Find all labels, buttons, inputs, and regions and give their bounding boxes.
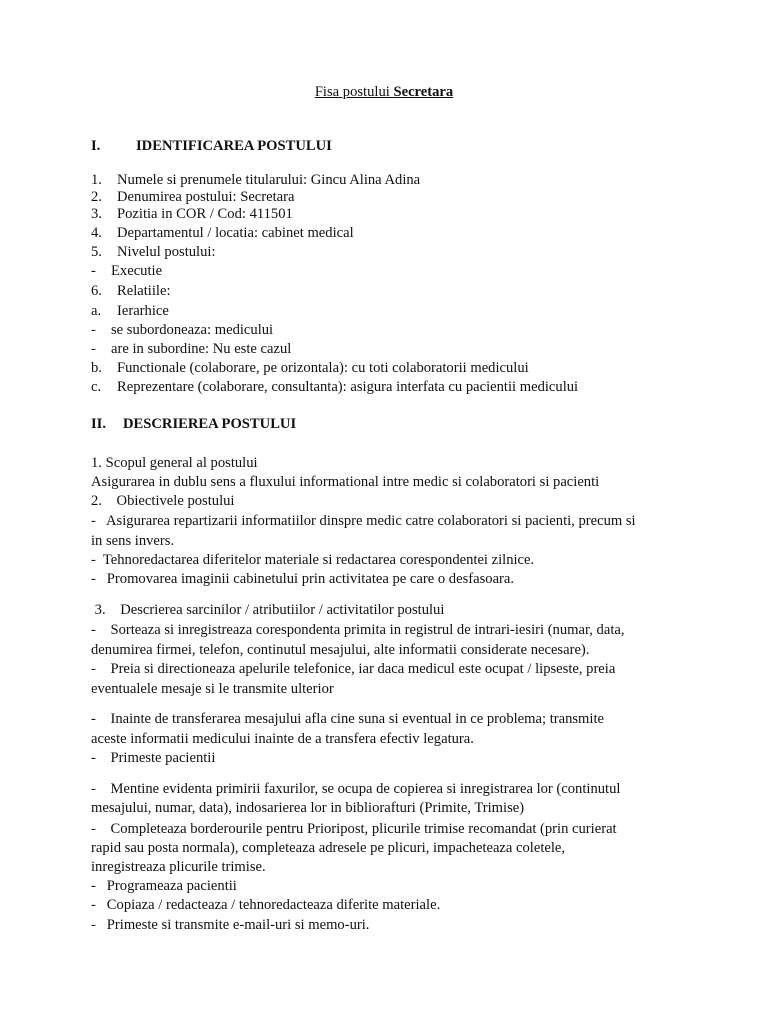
list-item-text: Pozitia in COR / Cod: 411501: [117, 206, 293, 222]
section-2-line: denumirea firmei, telefon, continutul mesajului, alte informatii considerate necesare).: [91, 642, 590, 658]
section-1-item: [91, 378, 681, 397]
section-2-line: rapid sau posta normala), completeaza adresele pe plicuri, impacheteaza coletele,: [91, 840, 566, 856]
section-1-number: I.: [91, 138, 101, 154]
list-marker: 1.: [91, 172, 102, 188]
list-marker: b.: [91, 360, 102, 376]
title-bold: Secretara: [393, 84, 454, 100]
section-2-line: - Preia si directioneaza apelurile telefonice, iar daca medicul este ocupat / lipseste, preia: [91, 661, 616, 677]
list-marker: 4.: [91, 225, 102, 241]
section-2-line: inregistreaza plicurile trimise.: [91, 859, 266, 875]
section-2-line: - Copiaza / redacteaza / tehnoredacteaza diferite materiale.: [91, 897, 441, 913]
list-item-text: Numele si prenumele titularului: Gincu Alina Adina: [117, 172, 421, 188]
section-1-item: [91, 302, 681, 321]
section-1-item: [91, 205, 681, 224]
section-2-line: - Sorteaza si inregistreaza corespondenta primita in registrul de intrari-iesiri (numar, data,: [91, 622, 625, 638]
section-2-line: aceste informatii medicului inainte de a transfera efectiv legatura.: [91, 731, 474, 747]
section-2-line: 1. Scopul general al postului: [91, 455, 258, 471]
section-2-line: - Asigurarea repartizarii informatiilor dinspre medic catre colaboratori si pacienti, precum si: [91, 513, 636, 529]
section-2-line: - Primeste pacientii: [91, 750, 216, 766]
section-2-line: - Mentine evidenta primirii faxurilor, se ocupa de copierea si inregistrarea lor (continutul: [91, 781, 621, 797]
list-marker: 5.: [91, 244, 102, 260]
list-marker: 6.: [91, 283, 102, 299]
section-2-line: - Promovarea imaginii cabinetului prin activitatea pe care o desfasoara.: [91, 571, 515, 587]
section-2-line: Asigurarea in dublu sens a fluxului informational intre medic si colaboratori si pacienti: [91, 474, 600, 490]
list-marker: 3.: [91, 206, 102, 222]
list-item-text: Ierarhice: [117, 303, 169, 319]
section-1-item: [91, 262, 681, 281]
list-item-text: Denumirea postului: Secretara: [117, 189, 295, 205]
section-1-title: IDENTIFICAREA POSTULUI: [136, 138, 332, 154]
list-marker: 2.: [91, 189, 102, 205]
list-marker: -: [91, 341, 96, 357]
section-2-line: 3. Descrierea sarcinilor / atributiilor / activitatilor postului: [91, 602, 445, 618]
list-item-text: Nivelul postului:: [117, 244, 216, 260]
section-2-line: mesajului, numar, data), indosarierea lor in bibliorafturi (Primite, Trimise): [91, 800, 525, 816]
list-marker: -: [91, 322, 96, 338]
section-1-heading: [91, 138, 332, 155]
list-item-text: are in subordine: Nu este cazul: [111, 341, 292, 357]
section-1-item: [91, 282, 681, 301]
list-marker: -: [91, 263, 96, 279]
section-1-item: [91, 243, 681, 262]
section-2-line: - Inainte de transferarea mesajului afla cine suna si eventual in ce problema; transmite: [91, 711, 604, 727]
section-2-number: II.: [91, 416, 107, 432]
section-2-line: in sens invers.: [91, 533, 175, 549]
section-1-item: [91, 340, 681, 359]
section-2-line: - Programeaza pacientii: [91, 878, 237, 894]
page-title: [0, 84, 768, 101]
section-2-heading: [91, 416, 296, 433]
section-2-line: 2. Obiectivele postului: [91, 493, 235, 509]
section-2-line: eventualele mesaje si le transmite ulterior: [91, 681, 334, 697]
list-item-text: Functionale (colaborare, pe orizontala): cu toti colaboratorii medicului: [117, 360, 529, 376]
list-item-text: se subordoneaza: medicului: [111, 322, 274, 338]
list-marker: a.: [91, 303, 102, 319]
list-item-text: Relatiile:: [117, 283, 171, 299]
section-1-item: [91, 321, 681, 340]
title-prefix: Fisa postului: [314, 84, 394, 100]
section-2-title: DESCRIEREA POSTULUI: [123, 416, 297, 432]
section-1-item: [91, 224, 681, 243]
list-marker: c.: [91, 379, 102, 395]
section-2-line: - Tehnoredactarea diferitelor materiale si redactarea corespondentei zilnice.: [91, 552, 535, 568]
section-1-item: [91, 359, 681, 378]
section-2-line: - Primeste si transmite e-mail-uri si memo-uri.: [91, 917, 370, 933]
section-2-line: - Completeaza borderourile pentru Prioripost, plicurile trimise recomandat (prin curierat: [91, 821, 617, 837]
list-item-text: Reprezentare (colaborare, consultanta): asigura interfata cu pacientii medicului: [117, 379, 579, 395]
list-item-text: Executie: [111, 263, 163, 279]
list-item-text: Departamentul / locatia: cabinet medical: [117, 225, 354, 241]
